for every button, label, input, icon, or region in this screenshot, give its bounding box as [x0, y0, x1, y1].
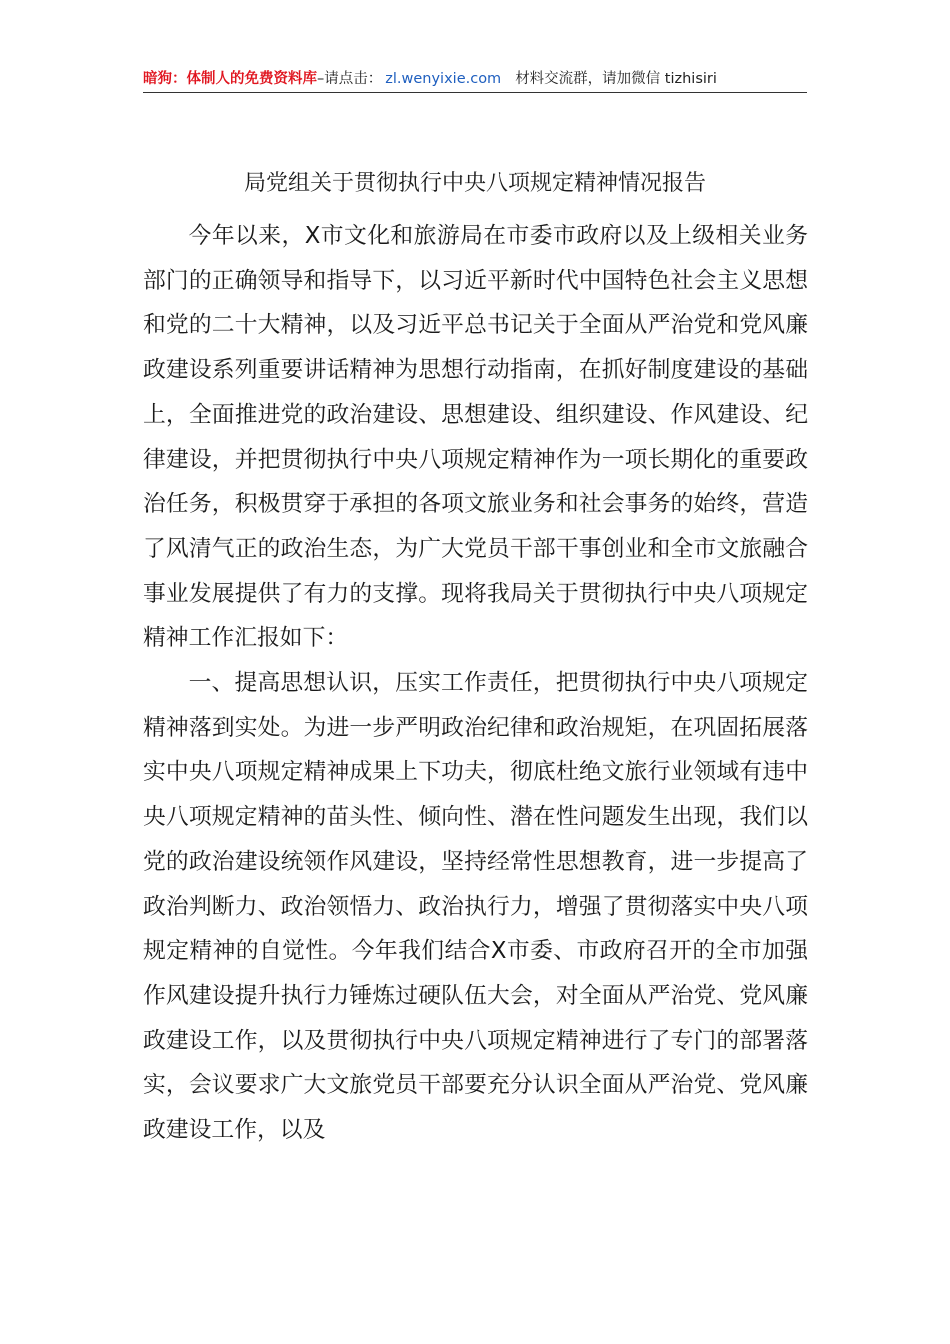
- header-group-info: 材料交流群，请加微信 tizhisiri: [515, 71, 717, 87]
- paragraph: 一、提高思想认识，压实工作责任，把贯彻执行中央八项规定精神落到实处。为进一步严明政治纪律和政治规矩，在巩固拓展落实中央八项规定精神成果上下功夫，彻底杜绝文旅行业领域有违中央八项规定精神的苗头性、倾向性、潜在性问题发生出现，我们以党的政治建设统领作风建设，坚持经常性思想教育，进一步提高了政治判断力、政治领悟力、政治执行力，增强了贯彻落实中央八项规定精神的自觉性。今年我们结合X市委、市政府召开的全市加强作风建设提升执行力锤炼过硬队伍大会，对全面从严治党、党风廉政建设工作，以及贯彻执行中央八项规定精神进行了专门的部署落实，会议要求广大文旅党员干部要充分认识全面从严治党、党风廉政建设工作，以及: [143, 670, 808, 1144]
- header-link[interactable]: zl.wenyixie.com: [385, 71, 502, 87]
- header-click-prompt: –请点击：: [317, 71, 383, 87]
- document-title: 局党组关于贯彻执行中央八项规定精神情况报告: [243, 171, 706, 196]
- document-body: [143, 214, 808, 1153]
- page-header: [143, 66, 807, 93]
- header-brand: 暗狗：体制人的免费资料库: [143, 71, 317, 87]
- paragraph: 今年以来，X市文化和旅游局在市委市政府以及上级相关业务部门的正确领导和指导下，以习近平新时代中国特色社会主义思想和党的二十大精神，以及习近平总书记关于全面从严治党和党风廉政建设系列重要讲话精神为思想行动指南，在抓好制度建设的基础上，全面推进党的政治建设、思想建设、组织建设、作风建设、纪律建设，并把贯彻执行中央八项规定精神作为一项长期化的重要政治任务，积极贯穿于承担的各项文旅业务和社会事务的始终，营造了风清气正的政治生态，为广大党员干部干事创业和全市文旅融合事业发展提供了有力的支撑。现将我局关于贯彻执行中央八项规定精神工作汇报如下：: [143, 223, 808, 652]
